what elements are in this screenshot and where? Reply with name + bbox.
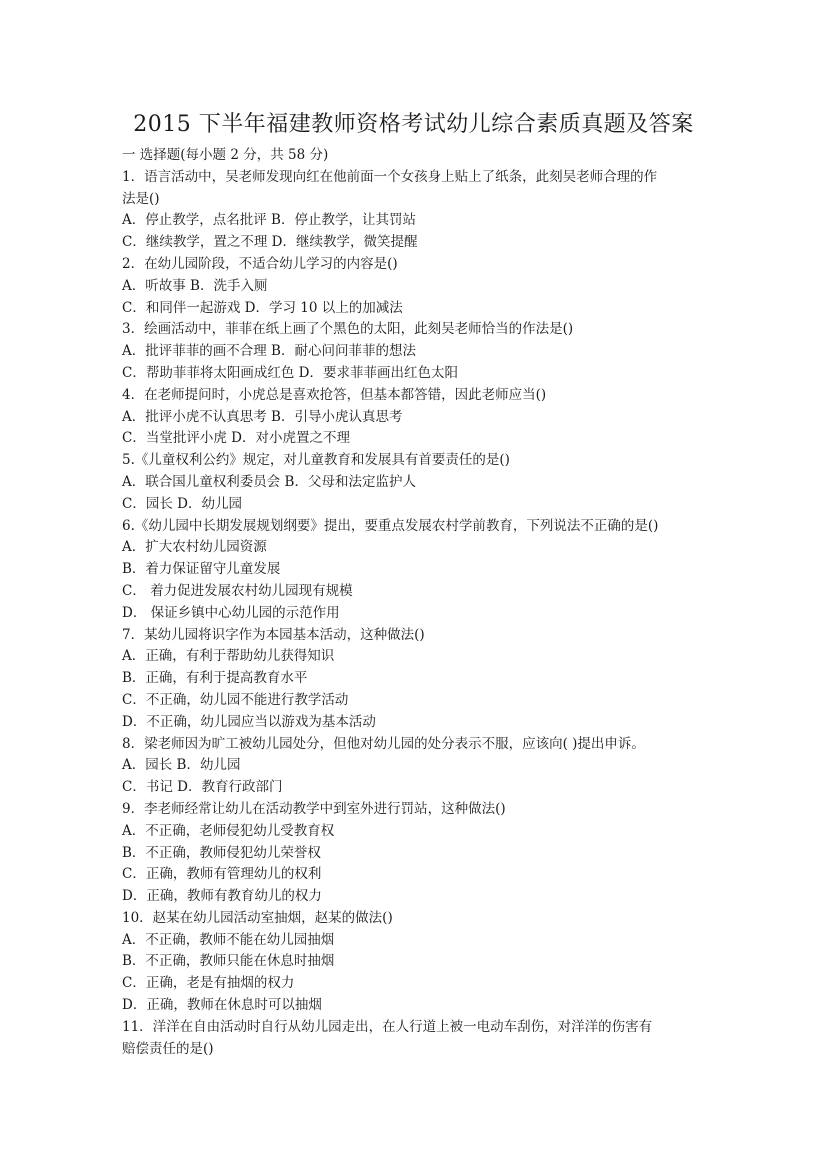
question-1-stem-cont: 法是() bbox=[122, 190, 160, 207]
question-8-stem: 8．梁老师因为旷工被幼儿园处分，但他对幼儿园的处分表示不服，应该向( )提出申诉。 bbox=[122, 735, 645, 752]
question-4-options-cd: C．当堂批评小虎 D．对小虎置之不理 bbox=[122, 430, 350, 447]
question-1-stem: 1．语言活动中，吴老师发现向红在他前面一个女孩身上贴上了纸条，此刻吴老师合理的作 bbox=[122, 168, 658, 185]
question-9-option-b: B．不正确，教师侵犯幼儿荣誉权 bbox=[122, 844, 321, 861]
question-11-stem: 11．洋洋在自由活动时自行从幼儿园走出，在人行道上被一电动车刮伤，对洋洋的伤害有 bbox=[122, 1018, 653, 1035]
question-9-option-c: C．正确，教师有管理幼儿的权利 bbox=[122, 866, 322, 883]
question-7-stem: 7．某幼儿园将识字作为本园基本活动，这种做法() bbox=[122, 626, 425, 643]
question-9-option-d: D．正确，教师有教育幼儿的权力 bbox=[122, 888, 322, 905]
question-2-stem: 2．在幼儿园阶段，不适合幼儿学习的内容是() bbox=[122, 255, 398, 272]
question-8-options-ab: A．园长 B．幼儿园 bbox=[122, 757, 241, 774]
question-5-options-ab: A．联合国儿童权利委员会 B．父母和法定监护人 bbox=[122, 473, 416, 490]
question-2-options-cd: C．和同伴一起游戏 D．学习 10 以上的加减法 bbox=[122, 299, 403, 316]
question-7-option-c: C．不正确，幼儿园不能进行教学活动 bbox=[122, 691, 349, 708]
question-10-stem: 10．赵某在幼儿园活动室抽烟，赵某的做法() bbox=[122, 909, 393, 926]
question-8-options-cd: C．书记 D．教育行政部门 bbox=[122, 779, 283, 796]
question-3-options-ab: A．批评菲菲的画不合理 B．耐心问问菲菲的想法 bbox=[122, 343, 416, 360]
question-1-options-ab: A．停止教学，点名批评 B．停止教学，让其罚站 bbox=[122, 212, 416, 229]
question-10-option-b: B．不正确，教师只能在休息时抽烟 bbox=[122, 953, 335, 970]
question-6-option-c: C． 着力促进发展农村幼儿园现有规模 bbox=[122, 582, 353, 599]
document-title: 2015 下半年福建教师资格考试幼儿综合素质真题及答案 bbox=[133, 112, 694, 137]
question-7-option-a: A．正确，有利于帮助幼儿获得知识 bbox=[122, 648, 335, 665]
question-3-stem: 3．绘画活动中，菲菲在纸上画了个黑色的太阳，此刻吴老师恰当的作法是() bbox=[122, 321, 574, 338]
question-6-stem: 6.《幼儿园中长期发展规划纲要》提出，要重点发展农村学前教育，下列说法不正确的是() bbox=[122, 517, 659, 534]
question-4-options-ab: A．批评小虎不认真思考 B．引导小虎认真思考 bbox=[122, 408, 403, 425]
question-3-options-cd: C．帮助菲菲将太阳画成红色 D．要求菲菲画出红色太阳 bbox=[122, 364, 458, 381]
question-5-stem: 5.《儿童权利公约》规定，对儿童教育和发展具有首要责任的是() bbox=[122, 452, 510, 469]
question-10-option-d: D．正确，教师在休息时可以抽烟 bbox=[122, 997, 322, 1014]
question-11-stem-cont: 赔偿责任的是() bbox=[122, 1040, 214, 1057]
question-4-stem: 4．在老师提问时，小虎总是喜欢抢答，但基本都答错，因此老师应当() bbox=[122, 386, 547, 403]
question-5-options-cd: C．园长 D．幼儿园 bbox=[122, 495, 242, 512]
question-10-option-a: A．不正确，教师不能在幼儿园抽烟 bbox=[122, 931, 335, 948]
section-heading: 一 选择题(每小题 2 分，共 58 分) bbox=[122, 147, 329, 163]
question-1-options-cd: C．继续教学，置之不理 D．继续教学，微笑提醒 bbox=[122, 234, 418, 251]
document-body bbox=[122, 145, 722, 1060]
question-7-option-d: D．不正确，幼儿园应当以游戏为基本活动 bbox=[122, 713, 376, 730]
question-6-option-b: B．着力保证留守儿童发展 bbox=[122, 561, 281, 578]
question-9-stem: 9．李老师经常让幼儿在活动教学中到室外进行罚站，这种做法() bbox=[122, 800, 506, 817]
question-2-options-ab: A．听故事 B．洗手入厕 bbox=[122, 277, 268, 294]
question-7-option-b: B．正确，有利于提高教育水平 bbox=[122, 670, 308, 687]
question-10-option-c: C．正确，老是有抽烟的权力 bbox=[122, 975, 295, 992]
question-6-option-a: A．扩大农村幼儿园资源 bbox=[122, 539, 267, 556]
question-9-option-a: A．不正确，老师侵犯幼儿受教育权 bbox=[122, 822, 335, 839]
question-6-option-d: D． 保证乡镇中心幼儿园的示范作用 bbox=[122, 604, 340, 621]
